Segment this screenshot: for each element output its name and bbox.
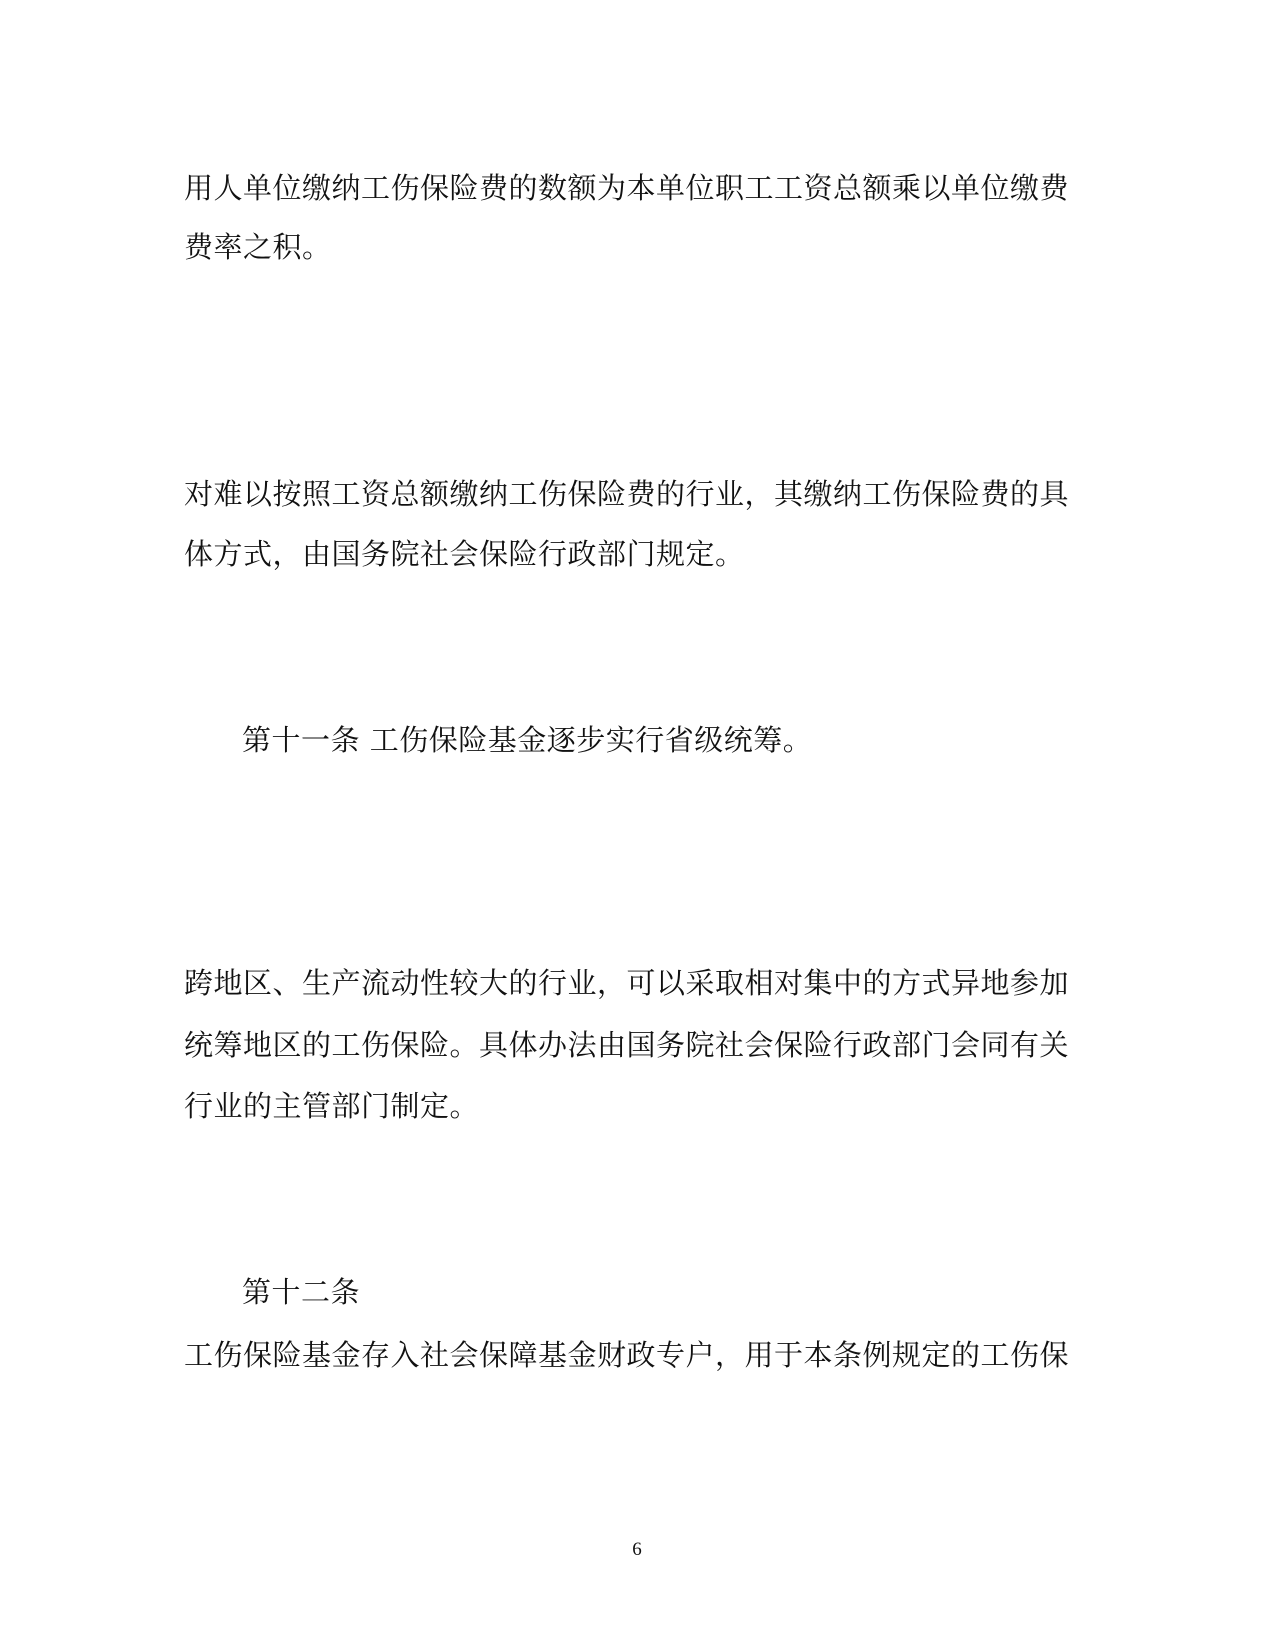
- article-12-heading: 第十二条: [242, 1275, 361, 1309]
- page-number: 6: [632, 1539, 642, 1560]
- article-11-text: 第十一条 工伤保险基金逐步实行省级统筹。: [242, 723, 813, 757]
- paragraph-4-line-1: 跨地区、生产流动性较大的行业，可以采取相对集中的方式异地参加: [184, 966, 1070, 1000]
- paragraph-1-line-1: 用人单位缴纳工伤保险费的数额为本单位职工工资总额乘以单位缴费: [184, 171, 1070, 205]
- paragraph-6-line-1: 工伤保险基金存入社会保障基金财政专户，用于本条例规定的工伤保: [184, 1338, 1070, 1372]
- paragraph-4-line-3: 行业的主管部门制定。: [184, 1089, 480, 1123]
- paragraph-4-line-2: 统筹地区的工伤保险。具体办法由国务院社会保险行政部门会同有关: [184, 1028, 1070, 1062]
- paragraph-2-line-1: 对难以按照工资总额缴纳工伤保险费的行业，其缴纳工伤保险费的具: [184, 477, 1070, 511]
- paragraph-2-line-2: 体方式，由国务院社会保险行政部门规定。: [184, 537, 745, 571]
- paragraph-1-line-2: 费率之积。: [184, 230, 332, 264]
